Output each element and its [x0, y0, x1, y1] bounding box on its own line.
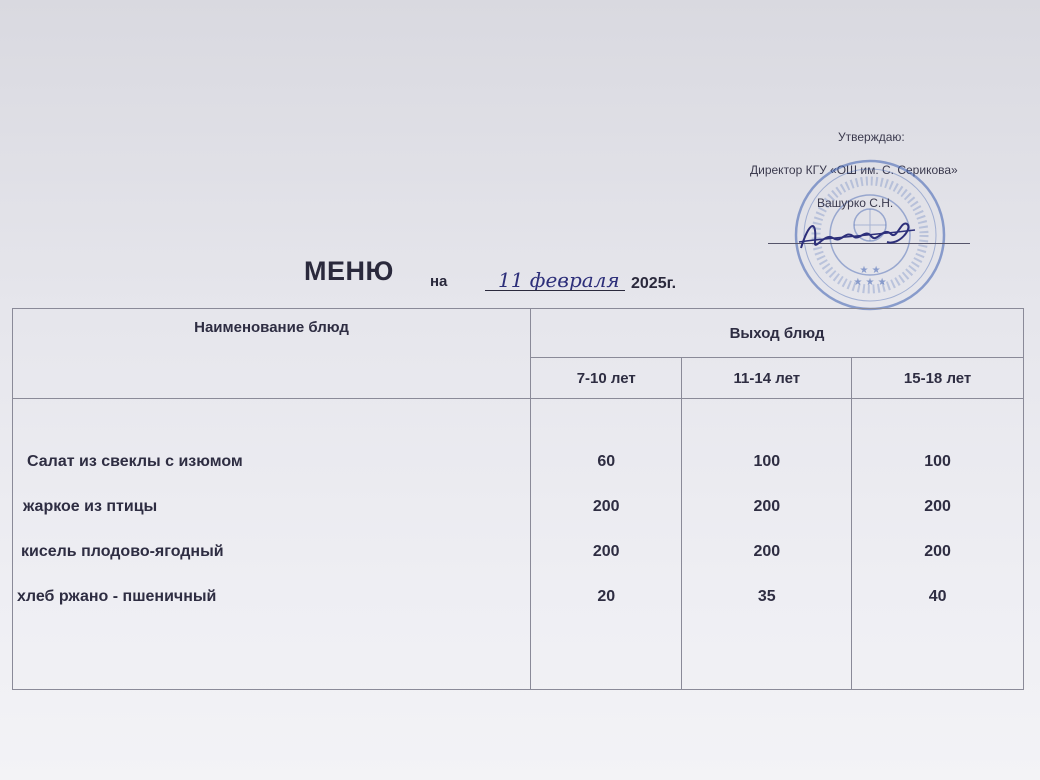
dish-name: жаркое из птицы: [23, 498, 158, 515]
portion-value: 200: [592, 543, 620, 560]
dish-name: Салат из свеклы с изюмом: [27, 453, 243, 470]
column-header-dish-name: Наименование блюд: [13, 309, 531, 399]
page-title: МЕНЮ: [304, 256, 394, 286]
handwritten-date: 11 февраля: [498, 268, 620, 292]
age-group-header: 11-14 лет: [682, 358, 852, 399]
approval-name: Вашурко С.Н.: [817, 196, 894, 210]
dish-name-column: [13, 399, 531, 690]
dish-name: кисель плодово-ягодный: [21, 543, 224, 560]
portion-value: 35: [757, 588, 776, 605]
dish-name: хлеб ржано - пшеничный: [17, 588, 217, 605]
portion-value: 60: [597, 453, 616, 470]
column-header-output: Выход блюд: [531, 309, 1024, 358]
portion-value: 200: [753, 498, 781, 515]
svg-text:★ ★: ★ ★: [859, 265, 881, 276]
date-year: 2025г.: [631, 275, 677, 292]
portion-value: 200: [924, 543, 951, 560]
portion-value: 100: [753, 453, 781, 470]
age-7-10-column: [531, 399, 682, 690]
approval-label: Утверждаю:: [838, 130, 905, 144]
age-15-18-column: [852, 399, 1024, 690]
date-line: [485, 290, 625, 291]
portion-value: 100: [924, 453, 951, 470]
svg-text:★ ★ ★: ★ ★ ★: [853, 277, 887, 288]
portion-value: 40: [928, 588, 947, 605]
portion-value: 20: [597, 588, 616, 605]
age-group-header: 7-10 лет: [531, 358, 682, 399]
age-11-14-column: [682, 399, 852, 690]
portion-value: 200: [753, 543, 781, 560]
menu-table: [12, 308, 1024, 690]
age-group-header: 15-18 лет: [852, 358, 1024, 399]
date-preposition: на: [430, 273, 448, 290]
portion-value: 200: [592, 498, 620, 515]
approval-role: Директор КГУ «ОШ им. С. Серикова»: [750, 163, 958, 177]
portion-value: 200: [924, 498, 951, 515]
director-signature: [795, 212, 925, 257]
